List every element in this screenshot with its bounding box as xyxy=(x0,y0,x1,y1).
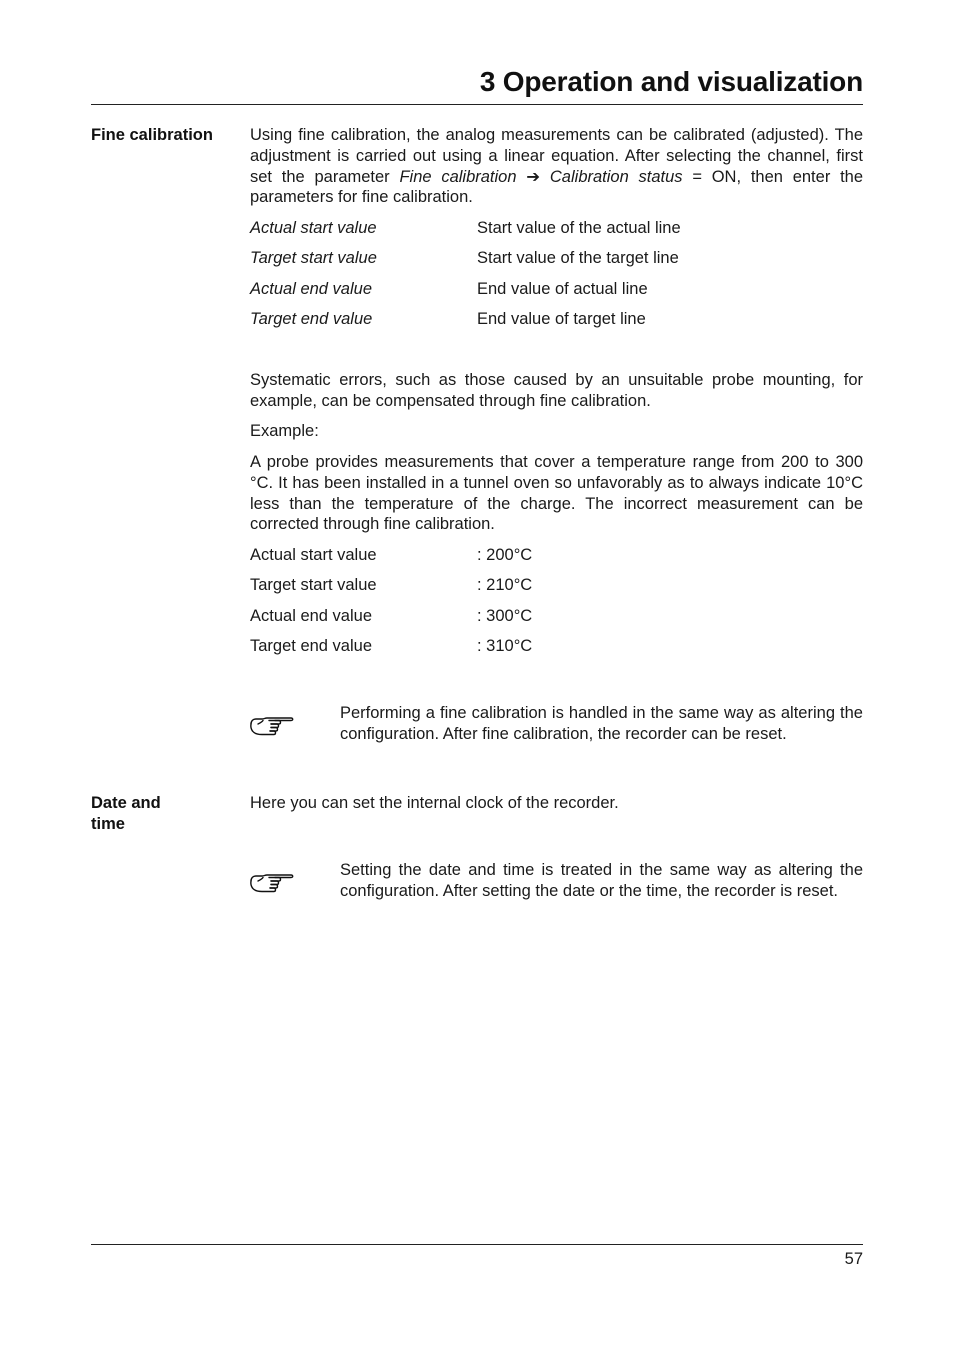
example-value-name: Target end value xyxy=(250,637,373,655)
example-value: : 210°C xyxy=(477,576,533,594)
systematic-errors-text: Systematic errors, such as those caused by an unsuitable probe mounting, for example, can be compensated through fine calibration. xyxy=(250,371,863,410)
example-value-name: Actual end value xyxy=(250,607,373,625)
page-number: 57 xyxy=(844,1250,863,1268)
date-time-heading: Date and time xyxy=(91,794,161,833)
parameter-description: Start value of the target line xyxy=(477,249,679,267)
parameter-description: Start value of the actual line xyxy=(477,219,681,237)
example-text: A probe provides measurements that cover a temperature range from 200 to 300 °C. It has been installed in a tunnel oven so unfavorably as to always indicate 10°C less than the temperature of the charge. The incorrect measurement can be corrected through fine calibration. xyxy=(250,453,863,534)
date-time-text: Here you can set the internal clock of the recorder. xyxy=(250,794,619,812)
header-rule xyxy=(91,104,863,105)
pointing-hand-icon xyxy=(249,873,295,899)
param-calibration-status: Calibration status xyxy=(549,167,683,186)
fine-calibration-intro: Using fine calibration, the analog measurements can be calibrated (adjusted). The adjustment is carried out using a linear equation. After selecting the channel, first set the parameter Fine calibration ➔ Calibration status = ON, then enter the parameters for fine calibration. xyxy=(250,126,864,207)
parameter-name: Target end value xyxy=(250,310,373,328)
example-value-name: Actual start value xyxy=(250,546,377,564)
example-value: : 300°C xyxy=(477,607,533,625)
footer-rule xyxy=(91,1244,863,1245)
example-label: Example: xyxy=(250,422,319,440)
example-value: : 310°C xyxy=(477,637,533,655)
fine-calibration-heading: Fine calibration xyxy=(91,126,213,144)
arrow-icon: ➔ xyxy=(516,167,550,186)
parameter-name: Actual start value xyxy=(250,219,377,237)
chapter-title: 3 Operation and visualization xyxy=(479,66,863,97)
parameter-description: End value of actual line xyxy=(477,280,648,298)
parameter-name: Actual end value xyxy=(250,280,373,298)
example-value-name: Target start value xyxy=(250,576,377,594)
date-time-note: Setting the date and time is treated in the same way as altering the configuration. After setting the date or the time, the recorder is reset. xyxy=(340,861,863,900)
parameter-name: Target start value xyxy=(250,249,377,267)
pointing-hand-icon xyxy=(249,716,295,742)
param-fine-calibration: Fine calibration xyxy=(399,167,517,186)
fine-calibration-note: Performing a fine calibration is handled in the same way as altering the configuration. After fine calibration, the recorder can be reset. xyxy=(340,704,863,743)
example-value: : 200°C xyxy=(477,546,533,564)
parameter-description: End value of target line xyxy=(477,310,646,328)
